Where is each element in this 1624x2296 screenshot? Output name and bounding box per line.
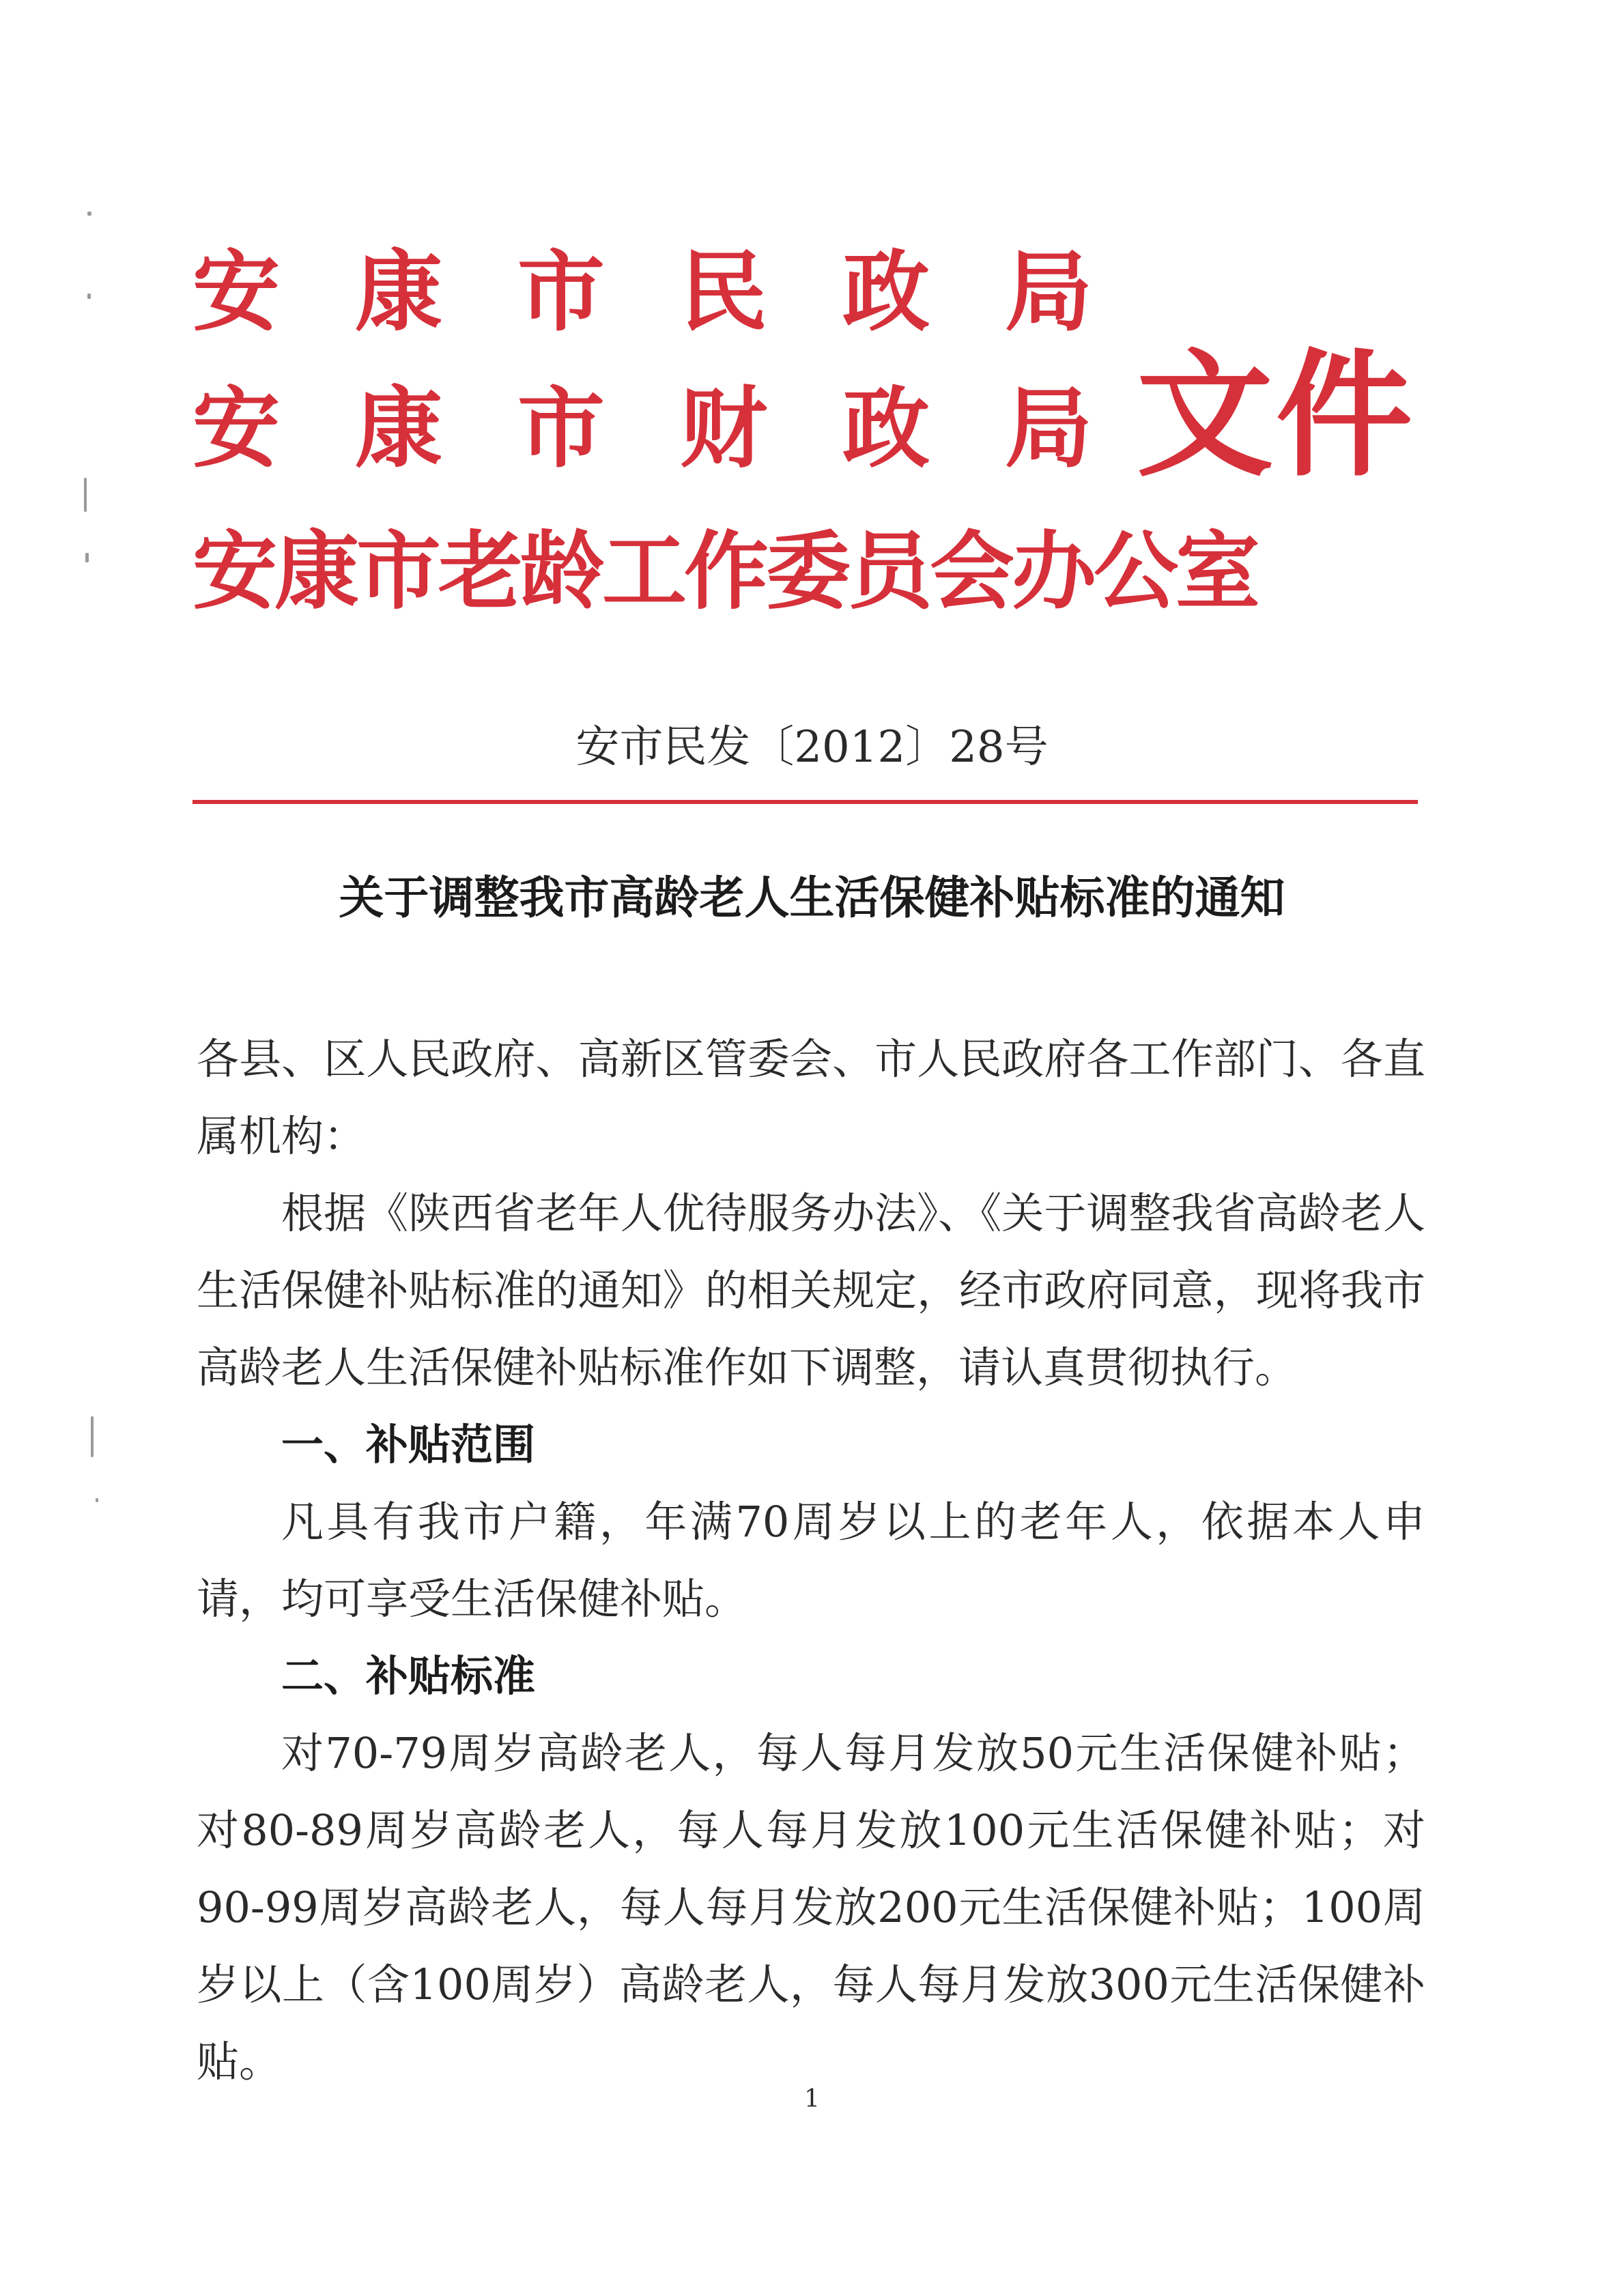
- issuing-org-finance: 安康市财政局: [193, 378, 1168, 480]
- section-heading-scope: 一、补贴范围: [281, 1420, 536, 1469]
- header-divider: [193, 800, 1418, 804]
- scan-speck: [85, 553, 89, 562]
- scan-speck: [84, 478, 87, 512]
- issuing-org-civil-affairs: 安康市民政局: [193, 242, 1168, 343]
- scan-speck: [87, 293, 91, 299]
- issuing-org-aging-committee: 安康市老龄工作委员会办公室: [193, 523, 1258, 621]
- intro-paragraph: 根据《陕西省老年人优待服务办法》、《关于调整我省高龄老人生活保健补贴标准的通知》的相关规定，经市政府同意，现将我市高龄老人生活保健补贴标准作如下调整，请认真贯彻执行。: [197, 1188, 1425, 1392]
- document-type-label: 文件: [1137, 336, 1416, 496]
- standard-paragraph: 对70-79周岁高龄老人，每人每月发放50元生活保健补贴；对80-89周岁高龄老人，每人每月发放100元生活保健补贴；对90-99周岁高龄老人，每人每月发放200元生活保健补贴；100周岁以上（含100周岁）高龄老人，每人每月发放300元生活保健补贴。: [197, 1728, 1425, 2086]
- page-number: 1: [804, 2085, 820, 2113]
- scan-speck: [91, 1416, 94, 1457]
- document-number: 安市民发〔2012〕28号: [575, 722, 1049, 773]
- scan-speck: [96, 1498, 98, 1502]
- scan-speck: [87, 212, 91, 216]
- section-heading-standard: 二、补贴标准: [281, 1651, 536, 1701]
- addressee: 各县、区人民政府、高新区管委会、市人民政府各工作部门、各直属机构：: [197, 1034, 1425, 1161]
- document-title: 关于调整我市高龄老人生活保健补贴标准的通知: [339, 872, 1285, 924]
- scope-paragraph: 凡具有我市户籍，年满70周岁以上的老年人，依据本人申请，均可享受生活保健补贴。: [197, 1497, 1425, 1624]
